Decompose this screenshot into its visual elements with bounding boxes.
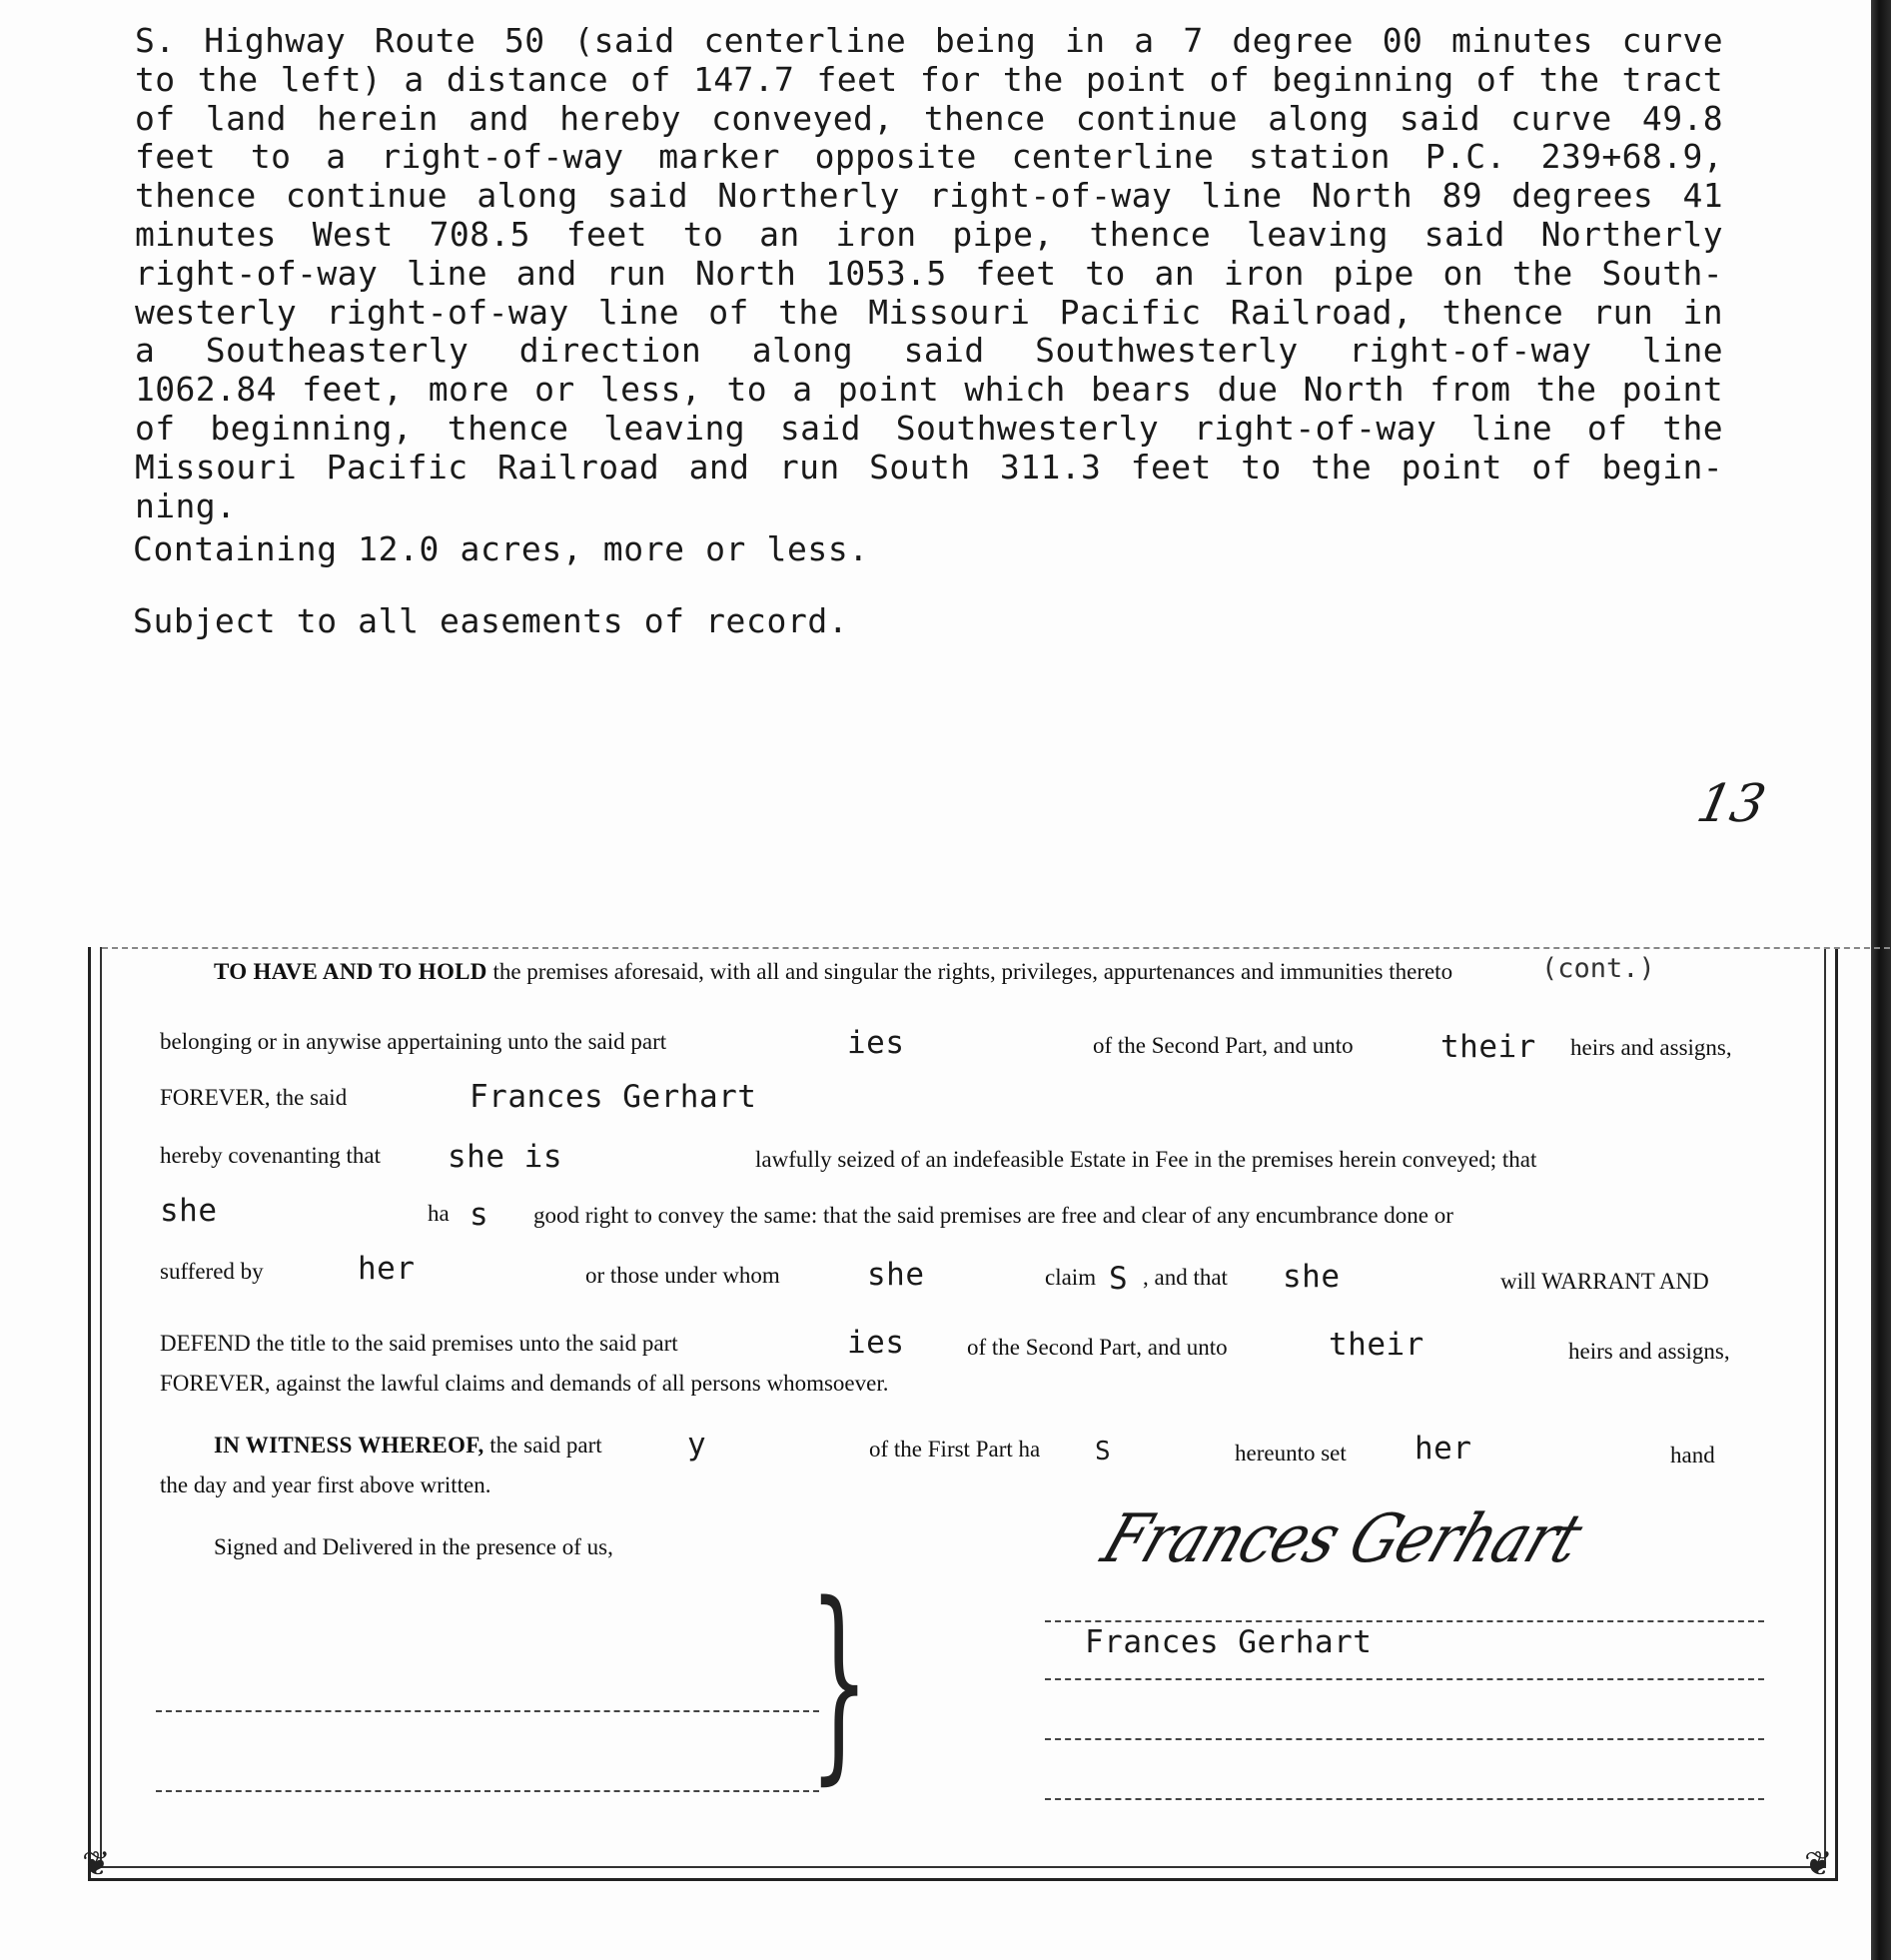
description-line: 1062.84 feet, more or less, to a point which bears due North from the point [135,370,1723,410]
ornament-right-icon: ❦ [1804,1844,1833,1884]
filled-pronoun: her [358,1251,416,1287]
form-text: or those under whom [585,1263,780,1288]
witness-signature-line [156,1790,819,1792]
form-text: DEFEND the title to the said premises unto the said part [160,1331,678,1356]
filled-pronoun: their [1329,1327,1424,1363]
grantor-name: Frances Gerhart [470,1079,757,1115]
habendum-text: the premises aforesaid, with all and singular the rights, privileges, appurtenances and immunities thereto [492,959,1453,984]
description-line: ning. [135,486,237,525]
filled-verb-suffix: S [1095,1437,1112,1467]
handwritten-signature: Frances Gerhart [1092,1498,1592,1578]
description-line: S. Highway Route 50 (said centerline being in a 7 degree 00 minutes curve [135,21,1723,60]
form-text: ha [428,1201,450,1226]
scan-edge [1871,0,1891,1960]
form-text: claim [1045,1265,1097,1290]
easement-statement: Subject to all easements of record. [133,601,849,640]
form-text: heirs and assigns, [1568,1339,1730,1364]
form-text: of the First Part ha [869,1437,1041,1462]
description-line: to the left) a distance of 147.7 feet for the point of beginning of the tract [135,59,1723,99]
form-text: the day and year first above written. [160,1472,491,1497]
form-text: lawfully seized of an indefeasible Estate in Fee in the premises herein conveyed; that [755,1147,1537,1172]
form-text: of the Second Part, and unto [1093,1033,1354,1058]
legal-description [135,22,1723,525]
witness-brace: } [809,1558,870,1803]
form-text: of the Second Part, and unto [967,1335,1228,1360]
description-line: Missouri Pacific Railroad and run South 311.3 feet to the point of begin- [135,447,1723,487]
habendum-clause-line [214,959,1452,985]
form-text: will WARRANT AND [1500,1269,1709,1294]
form-text: suffered by [160,1259,264,1284]
form-border-inner [100,947,1826,1868]
filled-party-suffix: ies [847,1025,905,1061]
signature-line [1045,1798,1764,1800]
filled-party-suffix: y [687,1427,707,1463]
description-line: feet to a right-of-way marker opposite centerline station P.C. 239+68.9, [135,137,1723,177]
filled-party-suffix: ies [847,1325,905,1361]
signed-delivered-text: Signed and Delivered in the presence of us, [214,1534,613,1559]
form-text: heirs and assigns, [1570,1035,1732,1060]
form-text: hand [1670,1443,1715,1468]
description-line: a Southeasterly direction along said Southwesterly right-of-way line [135,331,1723,371]
continued-note: (cont.) [1541,953,1655,984]
description-line: of beginning, thence leaving said Southwesterly right-of-way line of the [135,408,1723,448]
acreage-statement: Containing 12.0 acres, more or less. [133,529,869,568]
ornament-left-icon: ❦ [82,1844,111,1884]
form-text: FOREVER, against the lawful claims and demands of all persons whomsoever. [160,1371,889,1396]
signature-line [1045,1738,1764,1740]
signer-typed-name: Frances Gerhart [1085,1624,1373,1660]
deed-form [82,947,1838,1884]
filled-pronoun: she [867,1257,925,1293]
form-text: belonging or in anywise appertaining unto the said part [160,1029,667,1054]
form-text: hereunto set [1235,1441,1347,1466]
testimonium-clause [214,1433,602,1459]
witness-signature-line [156,1710,819,1712]
witness-lead: IN WITNESS WHEREOF, [214,1433,484,1458]
filled-pronoun: their [1440,1029,1536,1065]
description-line: westerly right-of-way line of the Missouri Pacific Railroad, thence run in [135,292,1723,332]
description-line: thence continue along said Northerly right-of-way line North 89 degrees 41 [135,176,1723,216]
filled-pronoun: she [1283,1259,1341,1295]
filled-pronoun: she is [448,1139,562,1175]
description-line: right-of-way line and run North 1053.5 feet to an iron pipe on the South- [135,253,1723,293]
form-text: the said part [489,1433,602,1458]
signature-line [1045,1678,1764,1680]
filled-verb-suffix: s [470,1197,489,1233]
habendum-lead: TO HAVE AND TO HOLD [214,959,487,984]
form-text: , and that [1143,1265,1228,1290]
filled-verb-suffix: S [1109,1261,1129,1297]
page-number: 13 [1691,774,1771,834]
form-text: hereby covenanting that [160,1143,381,1168]
form-text: good right to convey the same: that the said premises are free and clear of any encumbrance done or [533,1203,1453,1228]
description-line: of land herein and hereby conveyed, thence continue along said curve 49.8 [135,98,1723,138]
form-text: FOREVER, the said [160,1085,348,1110]
form-top-rule [102,947,1890,949]
filled-pronoun: she [160,1193,218,1229]
grantor-signature-line [1045,1620,1764,1622]
description-line: minutes West 708.5 feet to an iron pipe, thence leaving said Northerly [135,214,1723,254]
filled-pronoun: her [1415,1431,1472,1467]
